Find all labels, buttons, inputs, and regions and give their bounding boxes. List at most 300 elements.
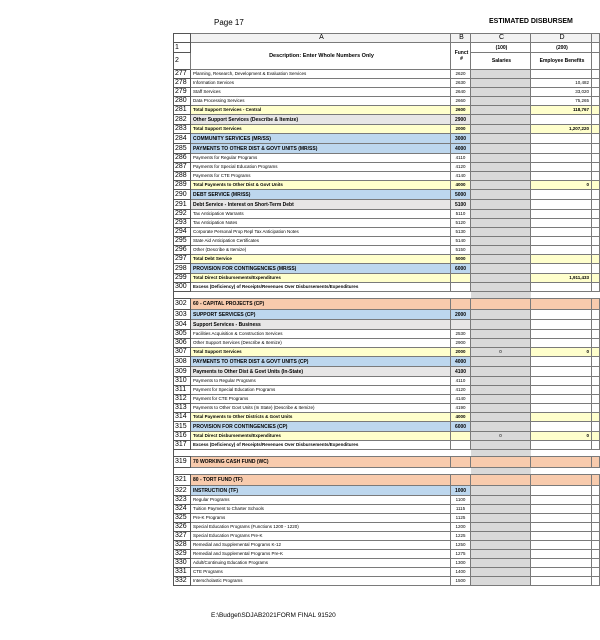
row-number: 317 <box>174 441 191 450</box>
salaries-cell[interactable] <box>471 255 531 264</box>
salaries-cell[interactable] <box>471 70 531 79</box>
next-column-cell <box>592 367 600 377</box>
benefits-code: (200) <box>531 43 592 53</box>
funct-cell[interactable]: 3000 <box>451 134 471 144</box>
salaries-cell[interactable] <box>471 172 531 181</box>
salaries-cell[interactable] <box>471 413 531 422</box>
next-column-cell <box>592 404 600 413</box>
row-number: 330 <box>174 559 191 568</box>
employee-benefits-cell[interactable] <box>531 330 592 339</box>
funct-cell[interactable]: 2660 <box>451 97 471 106</box>
employee-benefits-cell[interactable] <box>531 144 592 154</box>
salaries-cell[interactable] <box>471 357 531 367</box>
description-cell[interactable]: DEBT SERVICE (MR/SS) <box>191 190 451 200</box>
table-row <box>174 210 600 219</box>
funct-cell[interactable]: 4110 <box>451 154 471 163</box>
employee-benefits-cell[interactable] <box>531 577 592 586</box>
next-column-cell <box>592 523 600 532</box>
description-cell[interactable]: Tuition Payment to Charter Schools <box>191 505 451 514</box>
employee-benefits-cell[interactable] <box>531 299 592 310</box>
funct-cell[interactable]: 1275 <box>451 550 471 559</box>
description-cell[interactable]: PAYMENTS TO OTHER DIST & GOVT UNITS (CP) <box>191 357 451 367</box>
salaries-cell[interactable] <box>471 310 531 320</box>
row-number: 305 <box>174 330 191 339</box>
next-column-cell <box>592 559 600 568</box>
row-number: 311 <box>174 386 191 395</box>
description-cell[interactable]: Facilities Acquisition & Construction Services <box>191 330 451 339</box>
next-column-cell <box>592 70 600 79</box>
employee-benefits-cell[interactable] <box>531 386 592 395</box>
column-letter-c[interactable]: C <box>471 34 531 43</box>
funct-cell[interactable]: 5130 <box>451 228 471 237</box>
funct-cell[interactable]: 4140 <box>451 395 471 404</box>
salaries-cell[interactable] <box>471 505 531 514</box>
funct-cell[interactable]: 2630 <box>451 79 471 88</box>
column-letter-e <box>592 34 600 43</box>
next-column-cell <box>592 237 600 246</box>
salaries-cell[interactable] <box>471 496 531 505</box>
salaries-cell[interactable] <box>471 88 531 97</box>
salaries-cell[interactable] <box>471 106 531 115</box>
table-row <box>174 79 600 88</box>
funct-cell[interactable]: 5150 <box>451 246 471 255</box>
salaries-cell[interactable] <box>471 395 531 404</box>
salaries-cell[interactable]: 0 <box>471 432 531 441</box>
row-number: 288 <box>174 172 191 181</box>
funct-cell[interactable]: 4000 <box>451 144 471 154</box>
funct-cell[interactable]: 2900 <box>451 339 471 348</box>
row-number: 1 <box>174 43 191 53</box>
salaries-cell[interactable] <box>471 532 531 541</box>
table-row <box>174 154 600 163</box>
description-cell[interactable]: Total Support Services - Central <box>191 106 451 115</box>
salaries-cell[interactable] <box>471 441 531 450</box>
employee-benefits-cell[interactable]: 0 <box>531 348 592 357</box>
table-row <box>174 163 600 172</box>
employee-benefits-cell[interactable]: 0 <box>531 432 592 441</box>
description-cell[interactable]: Tax Anticipation Warrants <box>191 210 451 219</box>
description-cell[interactable]: Other (Describe & Itemize) <box>191 246 451 255</box>
next-column-cell <box>592 441 600 450</box>
description-cell[interactable] <box>191 468 451 475</box>
salaries-cell[interactable] <box>471 125 531 134</box>
salaries-cell[interactable] <box>471 144 531 154</box>
funct-cell[interactable]: 5100 <box>451 200 471 210</box>
employee-benefits-cell[interactable] <box>531 310 592 320</box>
funct-cell[interactable]: 2000 <box>451 310 471 320</box>
funct-cell[interactable]: 4100 <box>451 367 471 377</box>
funct-cell[interactable]: 1000 <box>451 486 471 496</box>
salaries-cell[interactable] <box>471 154 531 163</box>
next-column-cell <box>592 97 600 106</box>
description-cell[interactable]: Payments for CTE Programs <box>191 172 451 181</box>
employee-benefits-cell[interactable] <box>531 559 592 568</box>
funct-cell[interactable]: 1100 <box>451 496 471 505</box>
funct-cell[interactable]: 1125 <box>451 514 471 523</box>
description-cell[interactable]: Planning, Research, Development & Evaluation Services <box>191 70 451 79</box>
employee-benefits-cell[interactable] <box>531 505 592 514</box>
salaries-cell[interactable] <box>471 283 531 292</box>
salaries-cell[interactable] <box>471 115 531 125</box>
employee-benefits-cell[interactable] <box>531 441 592 450</box>
salaries-cell[interactable] <box>471 292 531 299</box>
row-number <box>174 468 191 475</box>
funct-cell[interactable]: 1400 <box>451 568 471 577</box>
row-number: 324 <box>174 505 191 514</box>
employee-benefits-cell[interactable] <box>531 422 592 432</box>
employee-benefits-cell[interactable] <box>531 496 592 505</box>
description-cell[interactable]: Adult/Continuing Education Programs <box>191 559 451 568</box>
funct-cell[interactable] <box>451 441 471 450</box>
funct-cell[interactable] <box>451 274 471 283</box>
salaries-cell[interactable] <box>471 486 531 496</box>
employee-benefits-cell[interactable] <box>531 541 592 550</box>
employee-benefits-cell[interactable]: 118,767 <box>531 106 592 115</box>
funct-cell[interactable] <box>451 475 471 486</box>
funct-cell[interactable]: 5000 <box>451 255 471 264</box>
table-row <box>174 395 600 404</box>
row-number: 321 <box>174 475 191 486</box>
employee-benefits-cell[interactable] <box>531 523 592 532</box>
next-column-cell <box>592 255 600 264</box>
table-row <box>174 377 600 386</box>
salaries-cell[interactable] <box>471 97 531 106</box>
description-cell[interactable]: 60 - CAPITAL PROJECTS (CP) <box>191 299 451 310</box>
description-cell[interactable]: PAYMENTS TO OTHER DIST & GOVT UNITS (MR/SS) <box>191 144 451 154</box>
employee-benefits-cell[interactable] <box>531 568 592 577</box>
description-cell[interactable]: Payment for Special Education Programs <box>191 386 451 395</box>
description-cell[interactable]: Payments to Other Govt Units (In State) (Describe & Itemize) <box>191 404 451 413</box>
salaries-cell[interactable] <box>471 264 531 274</box>
employee-benefits-cell[interactable] <box>531 339 592 348</box>
funct-cell[interactable]: 1200 <box>451 523 471 532</box>
row-number: 332 <box>174 577 191 586</box>
salaries-cell[interactable] <box>471 475 531 486</box>
employee-benefits-cell[interactable] <box>531 210 592 219</box>
description-cell[interactable]: Total Direct Disbursements/Expenditures <box>191 432 451 441</box>
salaries-cell[interactable] <box>471 559 531 568</box>
funct-cell[interactable]: 1225 <box>451 532 471 541</box>
description-cell[interactable]: 80 - TORT FUND (TF) <box>191 475 451 486</box>
row-number: 294 <box>174 228 191 237</box>
funct-cell[interactable] <box>451 320 471 330</box>
employee-benefits-cell[interactable]: 75,265 <box>531 97 592 106</box>
description-cell[interactable]: COMMUNITY SERVICES (MR/SS) <box>191 134 451 144</box>
funct-cell[interactable] <box>451 450 471 457</box>
table-row <box>174 568 600 577</box>
table-row <box>174 228 600 237</box>
funct-cell[interactable]: 1300 <box>451 559 471 568</box>
description-cell[interactable]: Corporate Personal Prop Repl Tax Anticipation Notes <box>191 228 451 237</box>
salaries-cell[interactable] <box>471 541 531 550</box>
row-number: 279 <box>174 88 191 97</box>
table-row <box>174 190 600 200</box>
row-number: 328 <box>174 541 191 550</box>
description-cell[interactable]: CTE Programs <box>191 568 451 577</box>
employee-benefits-cell[interactable] <box>531 200 592 210</box>
funct-cell[interactable]: 1500 <box>451 577 471 586</box>
employee-benefits-cell[interactable] <box>531 367 592 377</box>
employee-benefits-cell[interactable] <box>531 404 592 413</box>
salaries-cell[interactable] <box>471 386 531 395</box>
row-number: 319 <box>174 457 191 468</box>
description-cell[interactable]: Payment for CTE Programs <box>191 395 451 404</box>
employee-benefits-cell[interactable] <box>531 134 592 144</box>
next-column-cell <box>592 299 600 310</box>
table-row <box>174 181 600 190</box>
next-column-cell <box>592 163 600 172</box>
description-cell[interactable]: Other Support Services (Describe & Itemize) <box>191 339 451 348</box>
description-cell[interactable]: Tax Anticipation Notes <box>191 219 451 228</box>
page-number: Page 17 <box>214 18 244 27</box>
salaries-cell[interactable] <box>471 367 531 377</box>
next-column-cell <box>592 386 600 395</box>
description-cell[interactable]: Remedial and Supplemental Programs K-12 <box>191 541 451 550</box>
description-cell[interactable] <box>191 292 451 299</box>
description-cell[interactable]: Special Education Programs (Functions 1200 - 1220) <box>191 523 451 532</box>
salaries-cell[interactable] <box>471 568 531 577</box>
next-column-cell <box>592 457 600 468</box>
funct-cell[interactable]: 2620 <box>451 70 471 79</box>
column-letter-a[interactable]: A <box>191 34 451 43</box>
employee-benefits-cell[interactable] <box>531 377 592 386</box>
salaries-cell[interactable] <box>471 339 531 348</box>
description-cell[interactable]: Other Support Services (Describe & Itemize) <box>191 115 451 125</box>
description-cell[interactable]: Payments to Regular Programs <box>191 377 451 386</box>
funct-cell[interactable]: 1250 <box>451 541 471 550</box>
table-row <box>174 577 600 586</box>
table-row <box>174 505 600 514</box>
table-row <box>174 246 600 255</box>
salaries-cell[interactable] <box>471 468 531 475</box>
employee-benefits-cell[interactable] <box>531 115 592 125</box>
salaries-cell[interactable] <box>471 550 531 559</box>
description-cell[interactable]: Special Education Programs Pre-K <box>191 532 451 541</box>
description-cell[interactable]: Total Direct Disbursements/Expenditures <box>191 274 451 283</box>
funct-cell[interactable]: 4000 <box>451 357 471 367</box>
employee-benefits-cell[interactable] <box>531 457 592 468</box>
employee-benefits-cell[interactable] <box>531 70 592 79</box>
funct-cell[interactable]: 2600 <box>451 106 471 115</box>
next-column-cell <box>592 106 600 115</box>
salaries-cell[interactable] <box>471 163 531 172</box>
description-cell[interactable]: Pre-K Programs <box>191 514 451 523</box>
salaries-cell[interactable] <box>471 274 531 283</box>
description-cell[interactable]: INSTRUCTION (TF) <box>191 486 451 496</box>
funct-cell[interactable]: 1115 <box>451 505 471 514</box>
employee-benefits-cell[interactable] <box>531 292 592 299</box>
row-number: 284 <box>174 134 191 144</box>
funct-cell[interactable] <box>451 299 471 310</box>
description-cell[interactable]: Excess (Deficiency) of Receipts/Revenues Over Disbursements/Expenditures <box>191 283 451 292</box>
description-cell[interactable]: Data Processing Services <box>191 97 451 106</box>
salaries-cell[interactable] <box>471 237 531 246</box>
funct-cell[interactable]: 6000 <box>451 264 471 274</box>
funct-cell[interactable]: 5000 <box>451 190 471 200</box>
funct-cell[interactable]: 4000 <box>451 413 471 422</box>
document-title: ESTIMATED DISBURSEM <box>489 18 573 25</box>
employee-benefits-cell[interactable] <box>531 228 592 237</box>
employee-benefits-cell[interactable] <box>531 514 592 523</box>
description-cell[interactable]: Payments for Special Education Programs <box>191 163 451 172</box>
description-cell[interactable]: Total Payments to Other Dist & Govt Units <box>191 181 451 190</box>
table-row <box>174 219 600 228</box>
funct-cell[interactable]: 2640 <box>451 88 471 97</box>
employee-benefits-cell[interactable] <box>531 532 592 541</box>
description-cell[interactable]: Information Services <box>191 79 451 88</box>
description-cell[interactable]: Staff Services <box>191 88 451 97</box>
employee-benefits-cell[interactable] <box>531 264 592 274</box>
funct-cell[interactable]: 2000 <box>451 348 471 357</box>
funct-cell[interactable]: 5140 <box>451 237 471 246</box>
funct-cell[interactable]: 4190 <box>451 404 471 413</box>
salaries-cell[interactable] <box>471 79 531 88</box>
employee-benefits-cell[interactable] <box>531 246 592 255</box>
funct-cell[interactable]: 4000 <box>451 181 471 190</box>
next-column-cell <box>592 505 600 514</box>
employee-benefits-cell[interactable]: 10,482 <box>531 79 592 88</box>
description-cell[interactable]: 70 WORKING CASH FUND (WC) <box>191 457 451 468</box>
budget-worksheet-table <box>173 33 600 586</box>
salaries-cell[interactable] <box>471 210 531 219</box>
salaries-cell[interactable] <box>471 457 531 468</box>
description-cell[interactable] <box>191 450 451 457</box>
salaries-cell[interactable] <box>471 228 531 237</box>
salaries-cell[interactable] <box>471 299 531 310</box>
funct-cell[interactable]: 5120 <box>451 219 471 228</box>
employee-benefits-cell[interactable]: 0 <box>531 181 592 190</box>
column-letter-b[interactable]: B <box>451 34 471 43</box>
next-column-cell <box>592 330 600 339</box>
employee-benefits-cell[interactable] <box>531 190 592 200</box>
row-number: 309 <box>174 367 191 377</box>
employee-benefits-cell[interactable] <box>531 395 592 404</box>
column-letter-d[interactable]: D <box>531 34 592 43</box>
employee-benefits-cell[interactable] <box>531 172 592 181</box>
file-path-footer: E:\Budget\SDJAB2021FORM FINAL 91520 <box>211 612 336 619</box>
row-number: 312 <box>174 395 191 404</box>
description-cell[interactable]: Payments for Regular Programs <box>191 154 451 163</box>
salaries-cell[interactable] <box>471 219 531 228</box>
salaries-cell[interactable] <box>471 320 531 330</box>
funct-cell[interactable]: 4110 <box>451 377 471 386</box>
description-cell[interactable]: Regular Programs <box>191 496 451 505</box>
next-column-cell <box>592 541 600 550</box>
employee-benefits-cell[interactable] <box>531 283 592 292</box>
row-number: 300 <box>174 283 191 292</box>
description-cell[interactable]: PROVISION FOR CONTINGENCIES (CP) <box>191 422 451 432</box>
employee-benefits-cell[interactable] <box>531 219 592 228</box>
funct-cell[interactable] <box>451 283 471 292</box>
row-number: 298 <box>174 264 191 274</box>
description-cell[interactable]: Total Support Services <box>191 125 451 134</box>
funct-cell[interactable]: 5110 <box>451 210 471 219</box>
next-column-cell <box>592 377 600 386</box>
description-cell[interactable]: Total Debt Service <box>191 255 451 264</box>
description-cell[interactable]: Remedial and Supplemental Programs Pre-K <box>191 550 451 559</box>
description-cell[interactable]: Total Support Services <box>191 348 451 357</box>
salaries-cell[interactable] <box>471 514 531 523</box>
employee-benefits-cell[interactable] <box>531 468 592 475</box>
description-cell[interactable]: Total Payments to Other Districts & Govt Units <box>191 413 451 422</box>
employee-benefits-cell[interactable]: 33,020 <box>531 88 592 97</box>
salaries-cell[interactable] <box>471 181 531 190</box>
salaries-cell[interactable] <box>471 134 531 144</box>
salaries-cell[interactable]: 0 <box>471 348 531 357</box>
table-row <box>174 339 600 348</box>
description-cell[interactable]: Interscholastic Programs <box>191 577 451 586</box>
salaries-cell[interactable] <box>471 577 531 586</box>
funct-cell[interactable] <box>451 457 471 468</box>
row-number: 278 <box>174 79 191 88</box>
funct-cell[interactable] <box>451 292 471 299</box>
table-row <box>174 283 600 292</box>
funct-cell[interactable]: 4120 <box>451 386 471 395</box>
next-column-cell <box>592 577 600 586</box>
employee-benefits-cell[interactable] <box>531 237 592 246</box>
description-cell[interactable]: PROVISION FOR CONTINGENCIES (MR/SS) <box>191 264 451 274</box>
salaries-cell[interactable] <box>471 190 531 200</box>
next-column-cell <box>592 274 600 283</box>
employee-benefits-cell[interactable] <box>531 413 592 422</box>
description-cell[interactable]: Payments to Other Dist & Govt Units (In-State) <box>191 367 451 377</box>
funct-cell[interactable]: 2000 <box>451 125 471 134</box>
salaries-cell[interactable] <box>471 246 531 255</box>
row-number: 303 <box>174 310 191 320</box>
funct-cell[interactable]: 6000 <box>451 422 471 432</box>
salaries-cell[interactable] <box>471 377 531 386</box>
employee-benefits-cell[interactable] <box>531 154 592 163</box>
next-column-cell <box>592 219 600 228</box>
description-cell[interactable]: Debt Service - Interest on Short-Term Debt <box>191 200 451 210</box>
employee-benefits-cell[interactable]: 1,911,433 <box>531 274 592 283</box>
funct-cell[interactable] <box>451 468 471 475</box>
salaries-cell[interactable] <box>471 404 531 413</box>
funct-cell[interactable]: 4140 <box>451 172 471 181</box>
description-cell[interactable]: Excess (Deficiency) of Receipts/Revenues Over Disbursements/Expenditures <box>191 441 451 450</box>
employee-benefits-cell[interactable] <box>531 550 592 559</box>
description-cell[interactable]: State Aid Anticipation Certificates <box>191 237 451 246</box>
funct-cell[interactable]: 4120 <box>451 163 471 172</box>
corner-cell <box>174 34 191 43</box>
table-row <box>174 475 600 486</box>
salaries-cell[interactable] <box>471 523 531 532</box>
funct-cell[interactable] <box>451 432 471 441</box>
salaries-cell[interactable] <box>471 450 531 457</box>
employee-benefits-cell[interactable] <box>531 475 592 486</box>
employee-benefits-cell[interactable] <box>531 357 592 367</box>
row-number: 291 <box>174 200 191 210</box>
salaries-cell[interactable] <box>471 330 531 339</box>
salaries-cell[interactable] <box>471 422 531 432</box>
funct-cell[interactable]: 2900 <box>451 115 471 125</box>
employee-benefits-cell[interactable] <box>531 320 592 330</box>
next-column-cell <box>592 172 600 181</box>
employee-benefits-cell[interactable] <box>531 163 592 172</box>
row-number: 331 <box>174 568 191 577</box>
next-column-cell <box>592 292 600 299</box>
employee-benefits-cell[interactable] <box>531 450 592 457</box>
employee-benefits-cell[interactable] <box>531 255 592 264</box>
row-number: 329 <box>174 550 191 559</box>
salaries-cell[interactable] <box>471 200 531 210</box>
next-column-cell <box>592 514 600 523</box>
employee-benefits-cell[interactable] <box>531 486 592 496</box>
description-cell[interactable]: Support Services - Business <box>191 320 451 330</box>
employee-benefits-cell[interactable]: 1,207,220 <box>531 125 592 134</box>
funct-cell[interactable]: 2530 <box>451 330 471 339</box>
description-cell[interactable]: SUPPORT SERVICES (CP) <box>191 310 451 320</box>
